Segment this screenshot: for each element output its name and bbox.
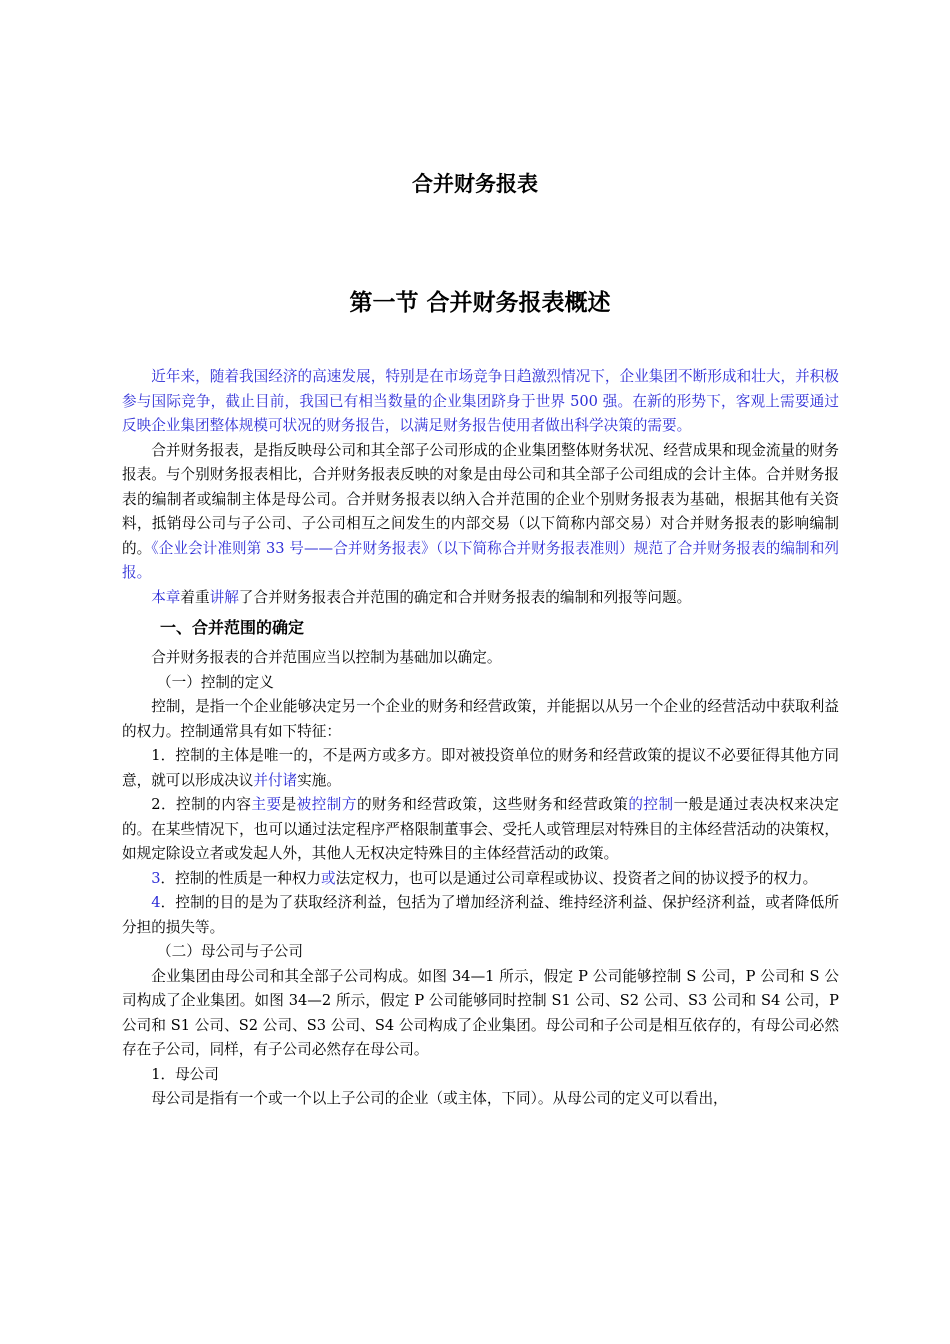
- control-feature-2: 2．控制的内容主要是被控制方的财务和经营政策，这些财务和经营政策的控制一般是通过表决权来决定的。在某些情况下，也可以通过法定程序严格限制董事会、受托人或管理层对特殊目的主体经营活动的决策权，如规定除设立者或发起人外，其他人无权决定特殊目的主体经营活动的政策。: [122, 796, 839, 862]
- intro-paragraph: 近年来，随着我国经济的高速发展，特别是在市场竞争日趋激烈情况下，企业集团不断形成和壮大，并积极参与国际竞争，截止目前，我国已有相当数量的企业集团跻身于世界 500 强。在新的形势下，客观上需要通过反映企业集团整体规模可状况的财务报告，以满足财务报告使用者做出科学决策的需要。: [122, 368, 839, 434]
- parent-company-paragraph: 母公司是指有一个或一个以上子公司的企业（或主体，下同）。从母公司的定义可以看出，: [151, 1090, 728, 1107]
- document-title: 合并财务报表: [412, 172, 538, 196]
- body-text: [122, 365, 839, 1112]
- parent-company-heading: 1．母公司: [151, 1065, 219, 1083]
- subheading-control-definition: （一）控制的定义: [157, 673, 274, 691]
- chapter-overview-paragraph: 本章着重讲解了合并财务报表合并范围的确定和合并财务报表的编制和列报等问题。: [151, 588, 692, 606]
- subheading-parent-subsidiary: （二）母公司与子公司: [157, 943, 303, 960]
- enterprise-group-paragraph: 企业集团由母公司和其全部子公司构成。如图 34—1 所示，假定 P 公司能够控制 S 公司，P 公司和 S 公司构成了企业集团。如图 34—2 所示，假定 P 公司能够同时控制 S1 公司、S2 公司、S3 公司和 S4 公司，P 公司和 S1 公司、S2 公司、S3 公司、S4 公司构成了企业集团。母公司和子公司是相互依存的，有母公司必然存在子公司，同样，有子公司必然存在母公司。: [122, 967, 839, 1058]
- control-definition-paragraph: 控制，是指一个企业能够决定另一个企业的财务和经营政策，并能据以从另一个企业的经营活动中获取利益的权力。控制通常具有如下特征：: [122, 698, 839, 740]
- control-feature-4: 4．控制的目的是为了获取经济利益，包括为了增加经济利益、维持经济利益、保护经济利益，或者降低所分担的损失等。: [122, 894, 839, 936]
- standard-reference-link: 《企业会计准则第 33 号——合并财务报表》（以下简称合并财务报表准则）规范了合并财务报表的编制和列报。: [122, 539, 839, 581]
- scope-intro-paragraph: 合并财务报表的合并范围应当以控制为基础加以确定。: [151, 649, 502, 666]
- control-feature-1: 1．控制的主体是唯一的，不是两方或多方。即对被投资单位的财务和经营政策的提议不必要征得其他方同意，就可以形成决议并付诸实施。: [122, 747, 839, 789]
- heading-consolidation-scope: 一、合并范围的确定: [160, 618, 305, 637]
- section-title: 第一节 合并财务报表概述: [349, 290, 611, 316]
- control-feature-3: 3．控制的性质是一种权力或法定权力，也可以是通过公司章程或协议、投资者之间的协议授予的权力。: [151, 869, 818, 887]
- definition-paragraph: 合并财务报表，是指反映母公司和其全部子公司形成的企业集团整体财务状况、经营成果和现金流量的财务报表。与个别财务报表相比，合并财务报表反映的对象是由母公司和其全部子公司组成的会计主体。合并财务报表的编制者或编制主体是母公司。合并财务报表以纳入合并范围的企业个别财务报表为基础，根据其他有关资料，抵销母公司与子公司、子公司相互之间发生的内部交易（以下简称内部交易）对合并财务报表的影响编制的。《企业会计准则第 33 号——合并财务报表》（以下简称合并财务报表准则）规范了合并财务报表的编制和列报。: [122, 441, 839, 581]
